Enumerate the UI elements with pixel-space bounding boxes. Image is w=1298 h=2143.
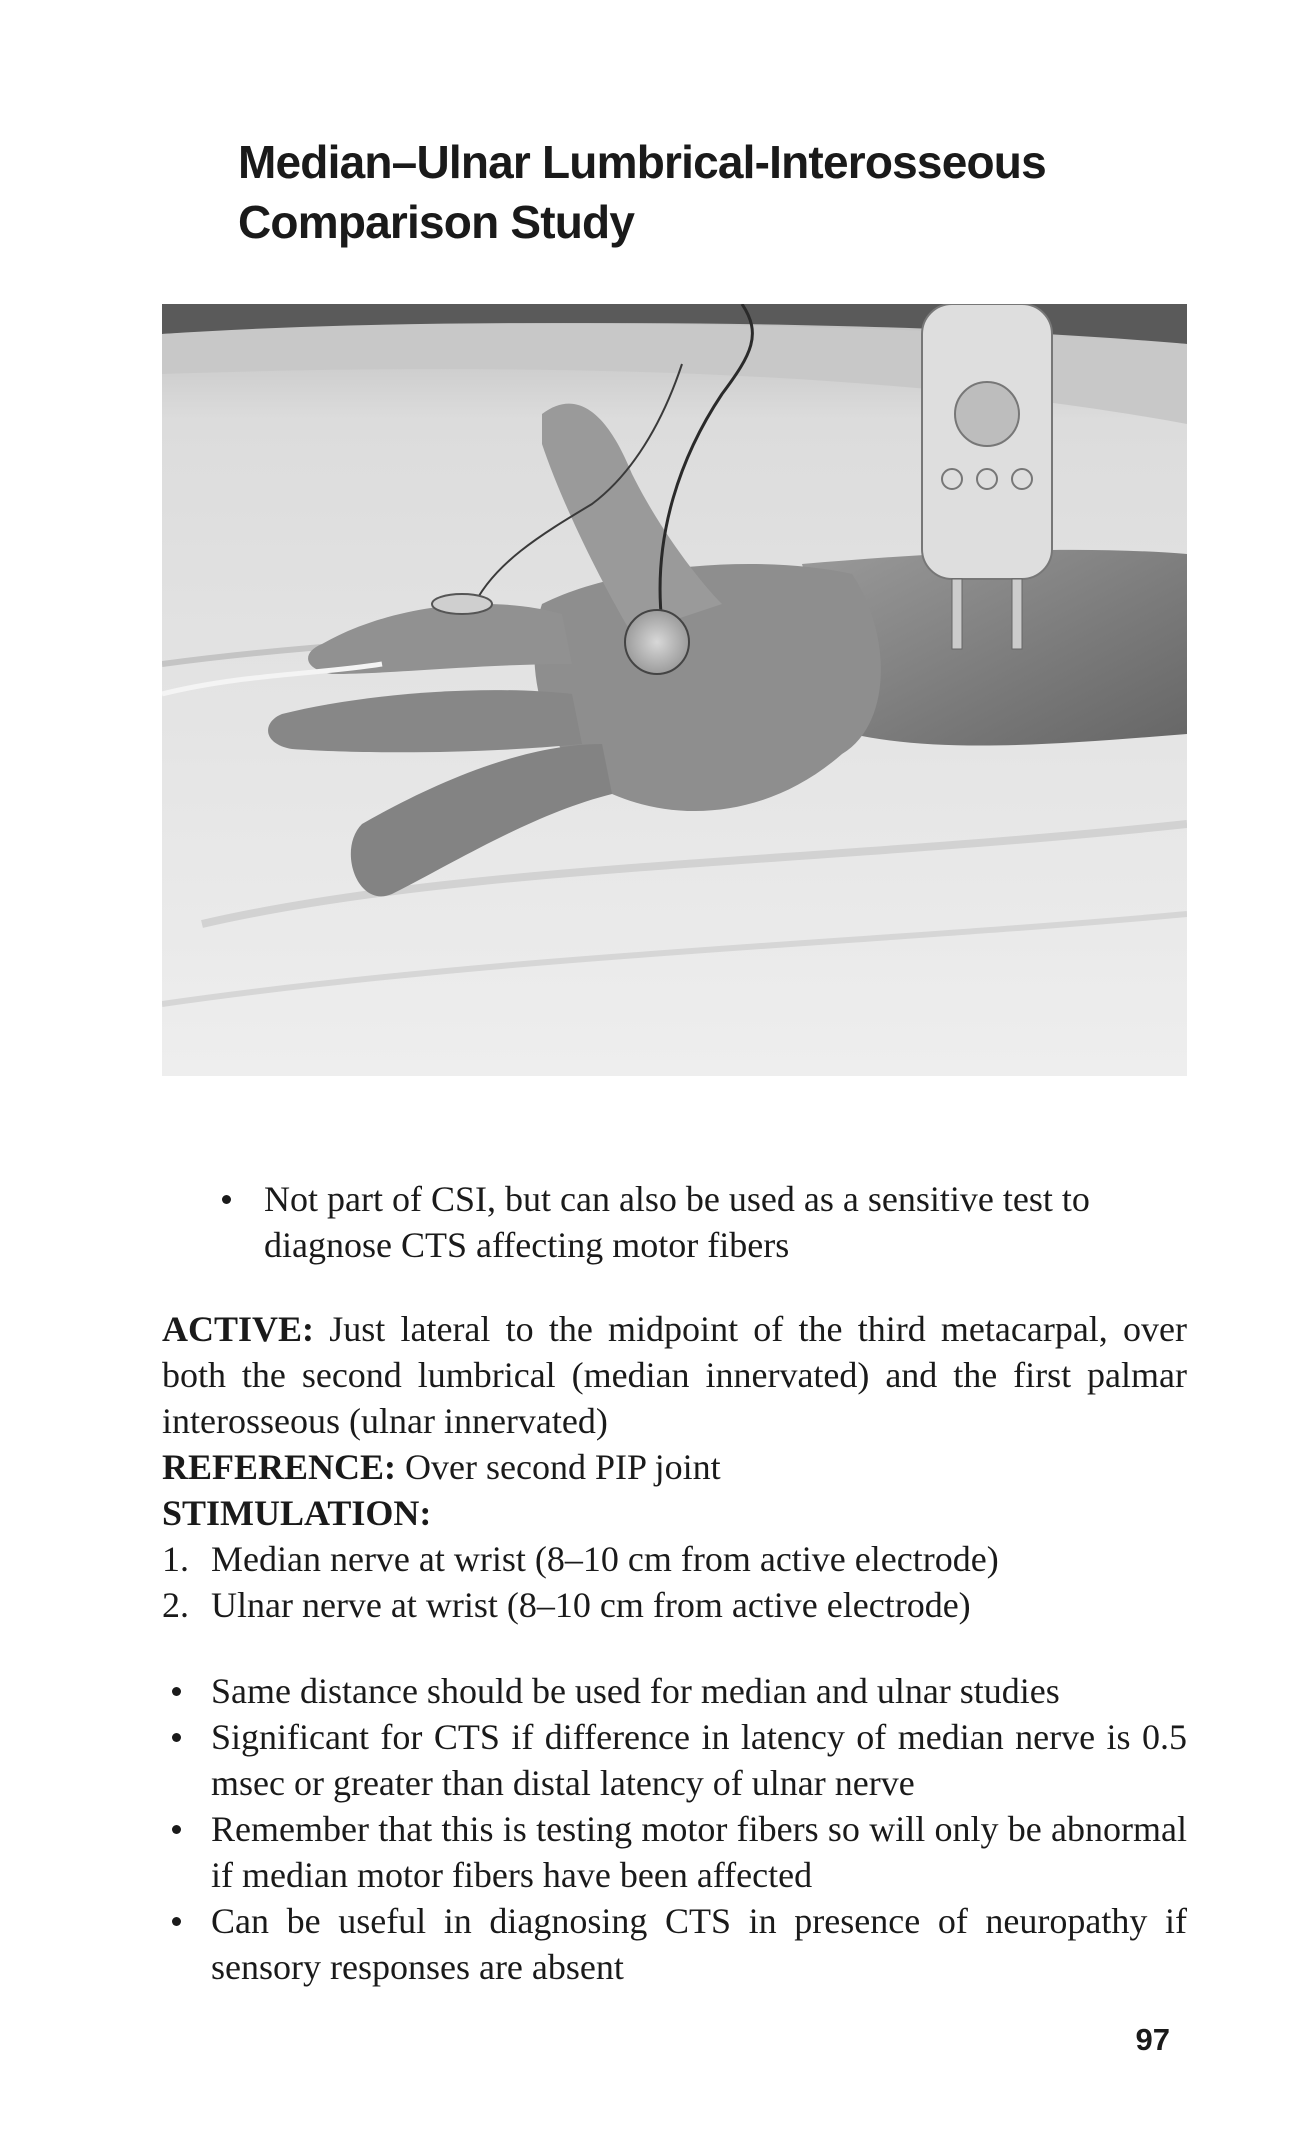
title-line-2: Comparison Study	[238, 196, 635, 248]
list-number: 1.	[162, 1539, 189, 1579]
stimulation-heading	[162, 1490, 1187, 1536]
hand-electrode-photo	[162, 304, 1187, 1076]
list-item-text: Ulnar nerve at wrist (8–10 cm from active electrode)	[211, 1585, 971, 1625]
stimulation-list	[162, 1536, 1187, 1628]
list-item	[162, 1668, 1187, 1714]
list-item	[162, 1898, 1187, 1990]
active-label: ACTIVE:	[162, 1309, 315, 1349]
list-number: 2.	[162, 1585, 189, 1625]
electrode-placement-block	[162, 1306, 1187, 1628]
stimulation-label: STIMULATION:	[162, 1493, 432, 1533]
list-item-text: Can be useful in diagnosing CTS in presence of neuropathy if sensory responses are absent	[211, 1901, 1187, 1987]
intro-bullet-list	[212, 1176, 1202, 1268]
list-item	[162, 1582, 1187, 1628]
active-text: Just lateral to the midpoint of the third metacarpal, over both the second lumbrical (median innervated) and the first palmar interosseous (ulnar innervated)	[162, 1309, 1187, 1441]
list-item	[212, 1176, 1202, 1268]
page-title	[238, 132, 1238, 252]
list-item-text: Not part of CSI, but can also be used as a sensitive test to diagnose CTS affecting motor fibers	[264, 1179, 1090, 1265]
list-item	[162, 1714, 1187, 1806]
list-item-text: Same distance should be used for median and ulnar studies	[211, 1671, 1060, 1711]
reference-text: Over second PIP joint	[396, 1447, 721, 1487]
active-paragraph	[162, 1306, 1187, 1444]
reference-label: REFERENCE:	[162, 1447, 397, 1487]
list-item-text: Significant for CTS if difference in latency of median nerve is 0.5 msec or greater than distal latency of ulnar nerve	[211, 1717, 1187, 1803]
list-item-text: Median nerve at wrist (8–10 cm from active electrode)	[211, 1539, 999, 1579]
list-item	[162, 1536, 1187, 1582]
notes-bullet-list	[162, 1668, 1187, 1990]
page-number: 97	[1135, 2022, 1170, 2057]
list-item-text: Remember that this is testing motor fibers so will only be abnormal if median motor fibers have been affected	[211, 1809, 1187, 1895]
title-line-1: Median–Ulnar Lumbrical-Interosseous	[238, 136, 1046, 188]
list-item	[162, 1806, 1187, 1898]
reference-paragraph	[162, 1444, 1187, 1490]
